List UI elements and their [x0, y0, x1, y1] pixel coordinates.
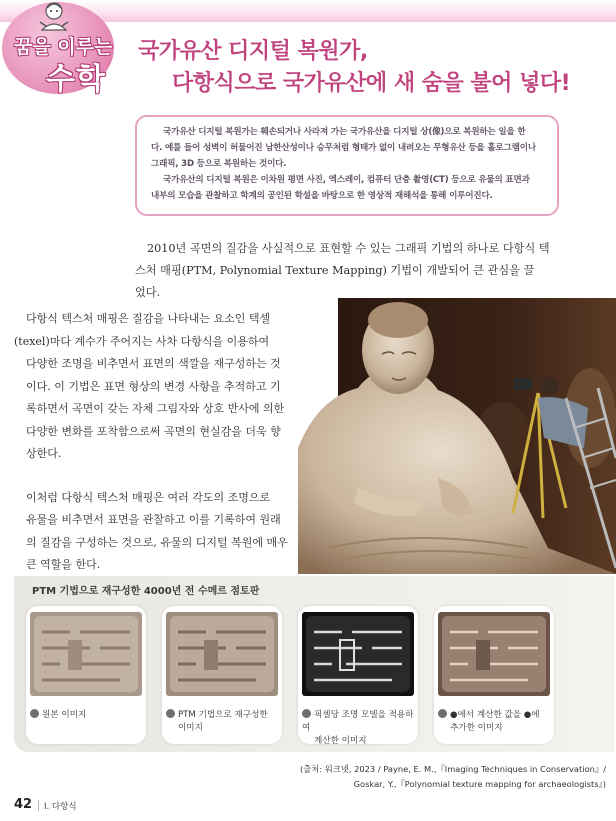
body-line: (texel)마다 계수가 주어지는 사차 다항식을 이용하여	[14, 334, 270, 348]
clay-tablet-combined-image	[438, 612, 550, 696]
panel-title: PTM 기법으로 재구성한 4000년 전 수메르 점토판	[32, 586, 260, 597]
chapter-label: Ⅰ. 다항식	[44, 802, 77, 812]
card-caption-line1: 픽셀당 조명 모델을 적용하여	[302, 710, 414, 733]
source-citation	[252, 762, 606, 792]
summary-line: 국가유산의 디지털 복원은 이차원 평면 사진, 엑스레이, 컴퓨터 단층 촬영(CT) 등으로 유물의 표면과	[163, 175, 530, 185]
intro-line: 스처 매핑(PTM, Polynomial Texture Mapping) 기법이 개발되어 큰 관심을 끌	[135, 264, 535, 277]
body-paragraph-1	[14, 308, 284, 466]
summary-line: 내부의 모습을 관찰하고 학계의 공인된 학설을 바탕으로 한 영상적 재해석을 통해 이루어진다.	[151, 191, 493, 201]
badge-line2: 수학	[46, 62, 106, 97]
card-caption	[166, 709, 278, 735]
body-line: 의 질감을 구성하는 것으로, 유물의 디지털 복원에 매우	[26, 535, 288, 549]
body-line: 록하면서 곡면이 갖는 자체 그림자와 상호 반사에 의한	[26, 402, 285, 415]
body-line: 다양한 조명을 비추면서 표면의 색깔을 재구성하는 것	[26, 357, 281, 370]
page-title-line1: 국가유산 디지털 복원가,	[138, 39, 368, 64]
clay-tablet-ptm-image	[166, 612, 278, 696]
source-line2: Goskar, Y.,『Polynomial texture mapping for archaeologists』)	[353, 779, 606, 789]
card-caption-line1: PTM 기법으로 재구성한	[178, 710, 268, 720]
card-caption	[30, 709, 142, 722]
body-line: 다양한 변화를 포착함으로써 곡면의 현실감을 더욱 향	[26, 424, 281, 438]
body-paragraph-2	[14, 487, 288, 577]
card-caption-line2: 추가한 이미지	[450, 723, 503, 733]
body-column	[14, 308, 288, 598]
page-title-line2: 다항식으로 국가유산에 새 숨을 불어 넣다!	[172, 71, 571, 96]
card-caption-line1: 원본 이미지	[42, 710, 87, 720]
summary-line: 다. 예를 들어 성벽이 허물어진 남한산성이나 승무처럼 형태가 없이 내려오는 무형유산 등을 홀로그램이나	[151, 143, 536, 153]
card-caption-line1: ●에서 계산한 값을 ●에	[450, 710, 540, 720]
intro-line: 었다.	[135, 286, 161, 299]
summary-box	[135, 115, 559, 216]
summary-line: 국가유산 디지털 복원가는 훼손되거나 사라져 가는 국가유산을 디지털 상(像)으로 복원하는 일을 한	[163, 127, 526, 137]
card-caption-line2: 계산한 이미지	[314, 736, 367, 746]
bullet-dot-icon	[166, 709, 175, 718]
bullet-dot-icon	[30, 709, 39, 718]
card-caption	[438, 709, 550, 735]
intro-paragraph	[135, 238, 560, 304]
body-line: 큰 역할을 한다.	[26, 558, 101, 571]
body-line: 상한다.	[26, 447, 62, 460]
mascot-figure-icon	[34, 0, 74, 36]
body-line: 다항식 텍스처 매핑은 질감을 나타내는 요소인 텍셀	[26, 312, 271, 325]
bullet-dot-icon	[438, 709, 447, 718]
card-caption-line2: 이미지	[178, 723, 203, 733]
body-line: 이처럼 다항식 텍스처 매핑은 여러 각도의 조명으로	[26, 490, 271, 504]
badge-line1: 꿈을 이루는	[14, 36, 113, 58]
clay-tablet-original-image	[30, 612, 142, 696]
footer-divider	[38, 800, 39, 811]
intro-line: 2010년 곡면의 질감을 사실적으로 표현할 수 있는 그래픽 기법의 하나로 다항식 텍	[147, 242, 550, 255]
bullet-dot-icon	[302, 709, 311, 718]
buddha-statue-photo	[298, 298, 616, 574]
card-caption	[302, 709, 414, 748]
body-line: 유물을 비추면서 표면을 관찰하고 이를 기록하여 원래	[26, 513, 281, 526]
clay-tablet-lighting-model-image	[302, 612, 414, 696]
page-number: 42	[14, 797, 33, 812]
source-line1: (출처: 워크넷, 2023 / Payne, E. M.,『Imaging Techniques in Conservation』/	[300, 764, 606, 774]
summary-line: 그래픽, 3D 등으로 복원하는 것이다.	[151, 159, 287, 169]
body-line: 이다. 이 기법은 표면 형상의 변경 사항을 추적하고 기	[26, 379, 281, 393]
